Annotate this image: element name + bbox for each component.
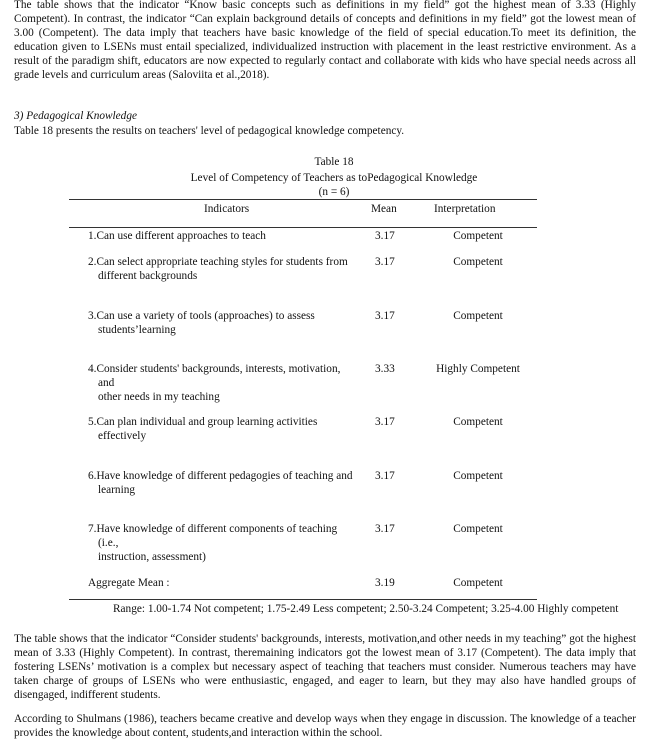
indicator-text-cont: students’learning — [98, 324, 176, 336]
table-top-rule — [69, 199, 537, 200]
mean-cell: 3.17 — [375, 310, 395, 322]
indicator-text: 7.Have knowledge of different components of teaching — [88, 523, 338, 535]
indicator-text-cont: instruction, assessment) — [98, 551, 206, 563]
aggregate-mean: 3.19 — [375, 577, 395, 589]
table-row — [88, 255, 368, 283]
mean-cell: 3.17 — [375, 416, 395, 428]
interpretation-cell: Competent — [453, 230, 503, 242]
mean-cell: 3.17 — [375, 470, 395, 482]
mean-cell: 3.17 — [375, 230, 395, 242]
intro-paragraph: The table shows that the indicator “Know basic concepts such as definitions in my field” got the highest mean of 3.33 (Highly Competent). In contrast, the indicator “Can explain background details of concepts and definitions in my field” got the lowest mean of 3.00 (Competent). The data imply that teachers have basic knowledge of the field of special education.To meet its definition, the education given to LSENs must entail specialized, individualized instruction with placement in the least restrictive environment. As a result of the paradigm shift, educators are now expected to regularly contact and collaborate with kids who have special needs across all grade levels and curriculum areas (Saloviita et al.,2018). — [14, 0, 636, 81]
indicator-text: 1.Can use different approaches to teach — [88, 230, 266, 242]
table-row — [88, 229, 368, 243]
indicator-text-cont: other needs in my teaching — [98, 391, 220, 403]
interpretation-cell: Competent — [453, 310, 503, 322]
header-mean: Mean — [371, 203, 397, 215]
aggregate-label: Aggregate Mean : — [88, 577, 170, 589]
discussion-paragraph: The table shows that the indicator “Consider students' backgrounds, interests, motivation,and other needs in my teaching” got the highest mean of 3.33 (Highly Competent). In contrast, theremaining indicators got the lowest mean of 3.17 (Competent). The data imply that fostering LSENs’ motivation is a complex but necessary aspect of teaching that teachers must consider. Numerous teachers may have taken charge of groups of LSENs who were enthusiastic, engaged, and eager to learn, but they may also have handled groups of disengaged, indifferent students. — [14, 633, 636, 701]
table-sample-size: (n = 6) — [318, 186, 350, 198]
interpretation-cell: Competent — [453, 256, 503, 268]
table-row — [88, 469, 368, 497]
mean-cell: 3.17 — [375, 523, 395, 535]
mean-cell: 3.33 — [375, 363, 395, 375]
section-intro: Table 18 presents the results on teachers' level of pedagogical knowledge competency. — [14, 125, 405, 137]
header-interpretation: Interpretation — [434, 203, 496, 215]
indicator-text-cont: effectively — [98, 430, 147, 442]
indicator-text: 3.Can use a variety of tools (approaches) to assess — [88, 310, 315, 322]
interpretation-cell: Competent — [453, 523, 503, 535]
table-title: Level of Competency of Teachers as toPedagogical Knowledge — [190, 172, 478, 184]
interpretation-cell: Competent — [453, 416, 503, 428]
interpretation-cell: Competent — [453, 470, 503, 482]
table-bottom-rule — [69, 599, 537, 600]
closing-paragraph: According to Shulmans (1986), teachers became creative and develop ways when they engage in discussion. The knowledge of a teacher provides the knowledge about content, students,and interaction within the school. — [14, 713, 636, 739]
table-row — [88, 522, 368, 564]
indicator-text: 6.Have knowledge of different pedagogies of teaching and — [88, 470, 353, 482]
indicator-text: 2.Can select appropriate teaching styles for students from — [88, 256, 348, 268]
indicator-text-cont: learning — [98, 484, 136, 496]
indicator-text-cont: different backgrounds — [98, 270, 198, 282]
table-row — [88, 362, 368, 404]
section-heading: 3) Pedagogical Knowledge — [14, 110, 137, 122]
indicator-text-cont: (i.e., — [98, 537, 119, 549]
table-header-rule — [69, 227, 537, 228]
table-row — [88, 415, 368, 443]
table-row — [88, 309, 368, 337]
header-indicators: Indicators — [204, 203, 250, 215]
aggregate-row — [88, 576, 368, 590]
aggregate-interpretation: Competent — [453, 577, 503, 589]
table-range-note: Range: 1.00-1.74 Not competent; 1.75-2.49 Less competent; 2.50-3.24 Competent; 3.25-4.00 Highly competent — [113, 603, 619, 615]
table-number: Table 18 — [314, 156, 354, 168]
indicator-text: 5.Can plan individual and group learning activities — [88, 416, 318, 428]
indicator-text-cont: and — [98, 377, 115, 389]
interpretation-cell: Highly Competent — [436, 363, 520, 375]
mean-cell: 3.17 — [375, 256, 395, 268]
indicator-text: 4.Consider students' backgrounds, interests, motivation, — [88, 363, 341, 375]
